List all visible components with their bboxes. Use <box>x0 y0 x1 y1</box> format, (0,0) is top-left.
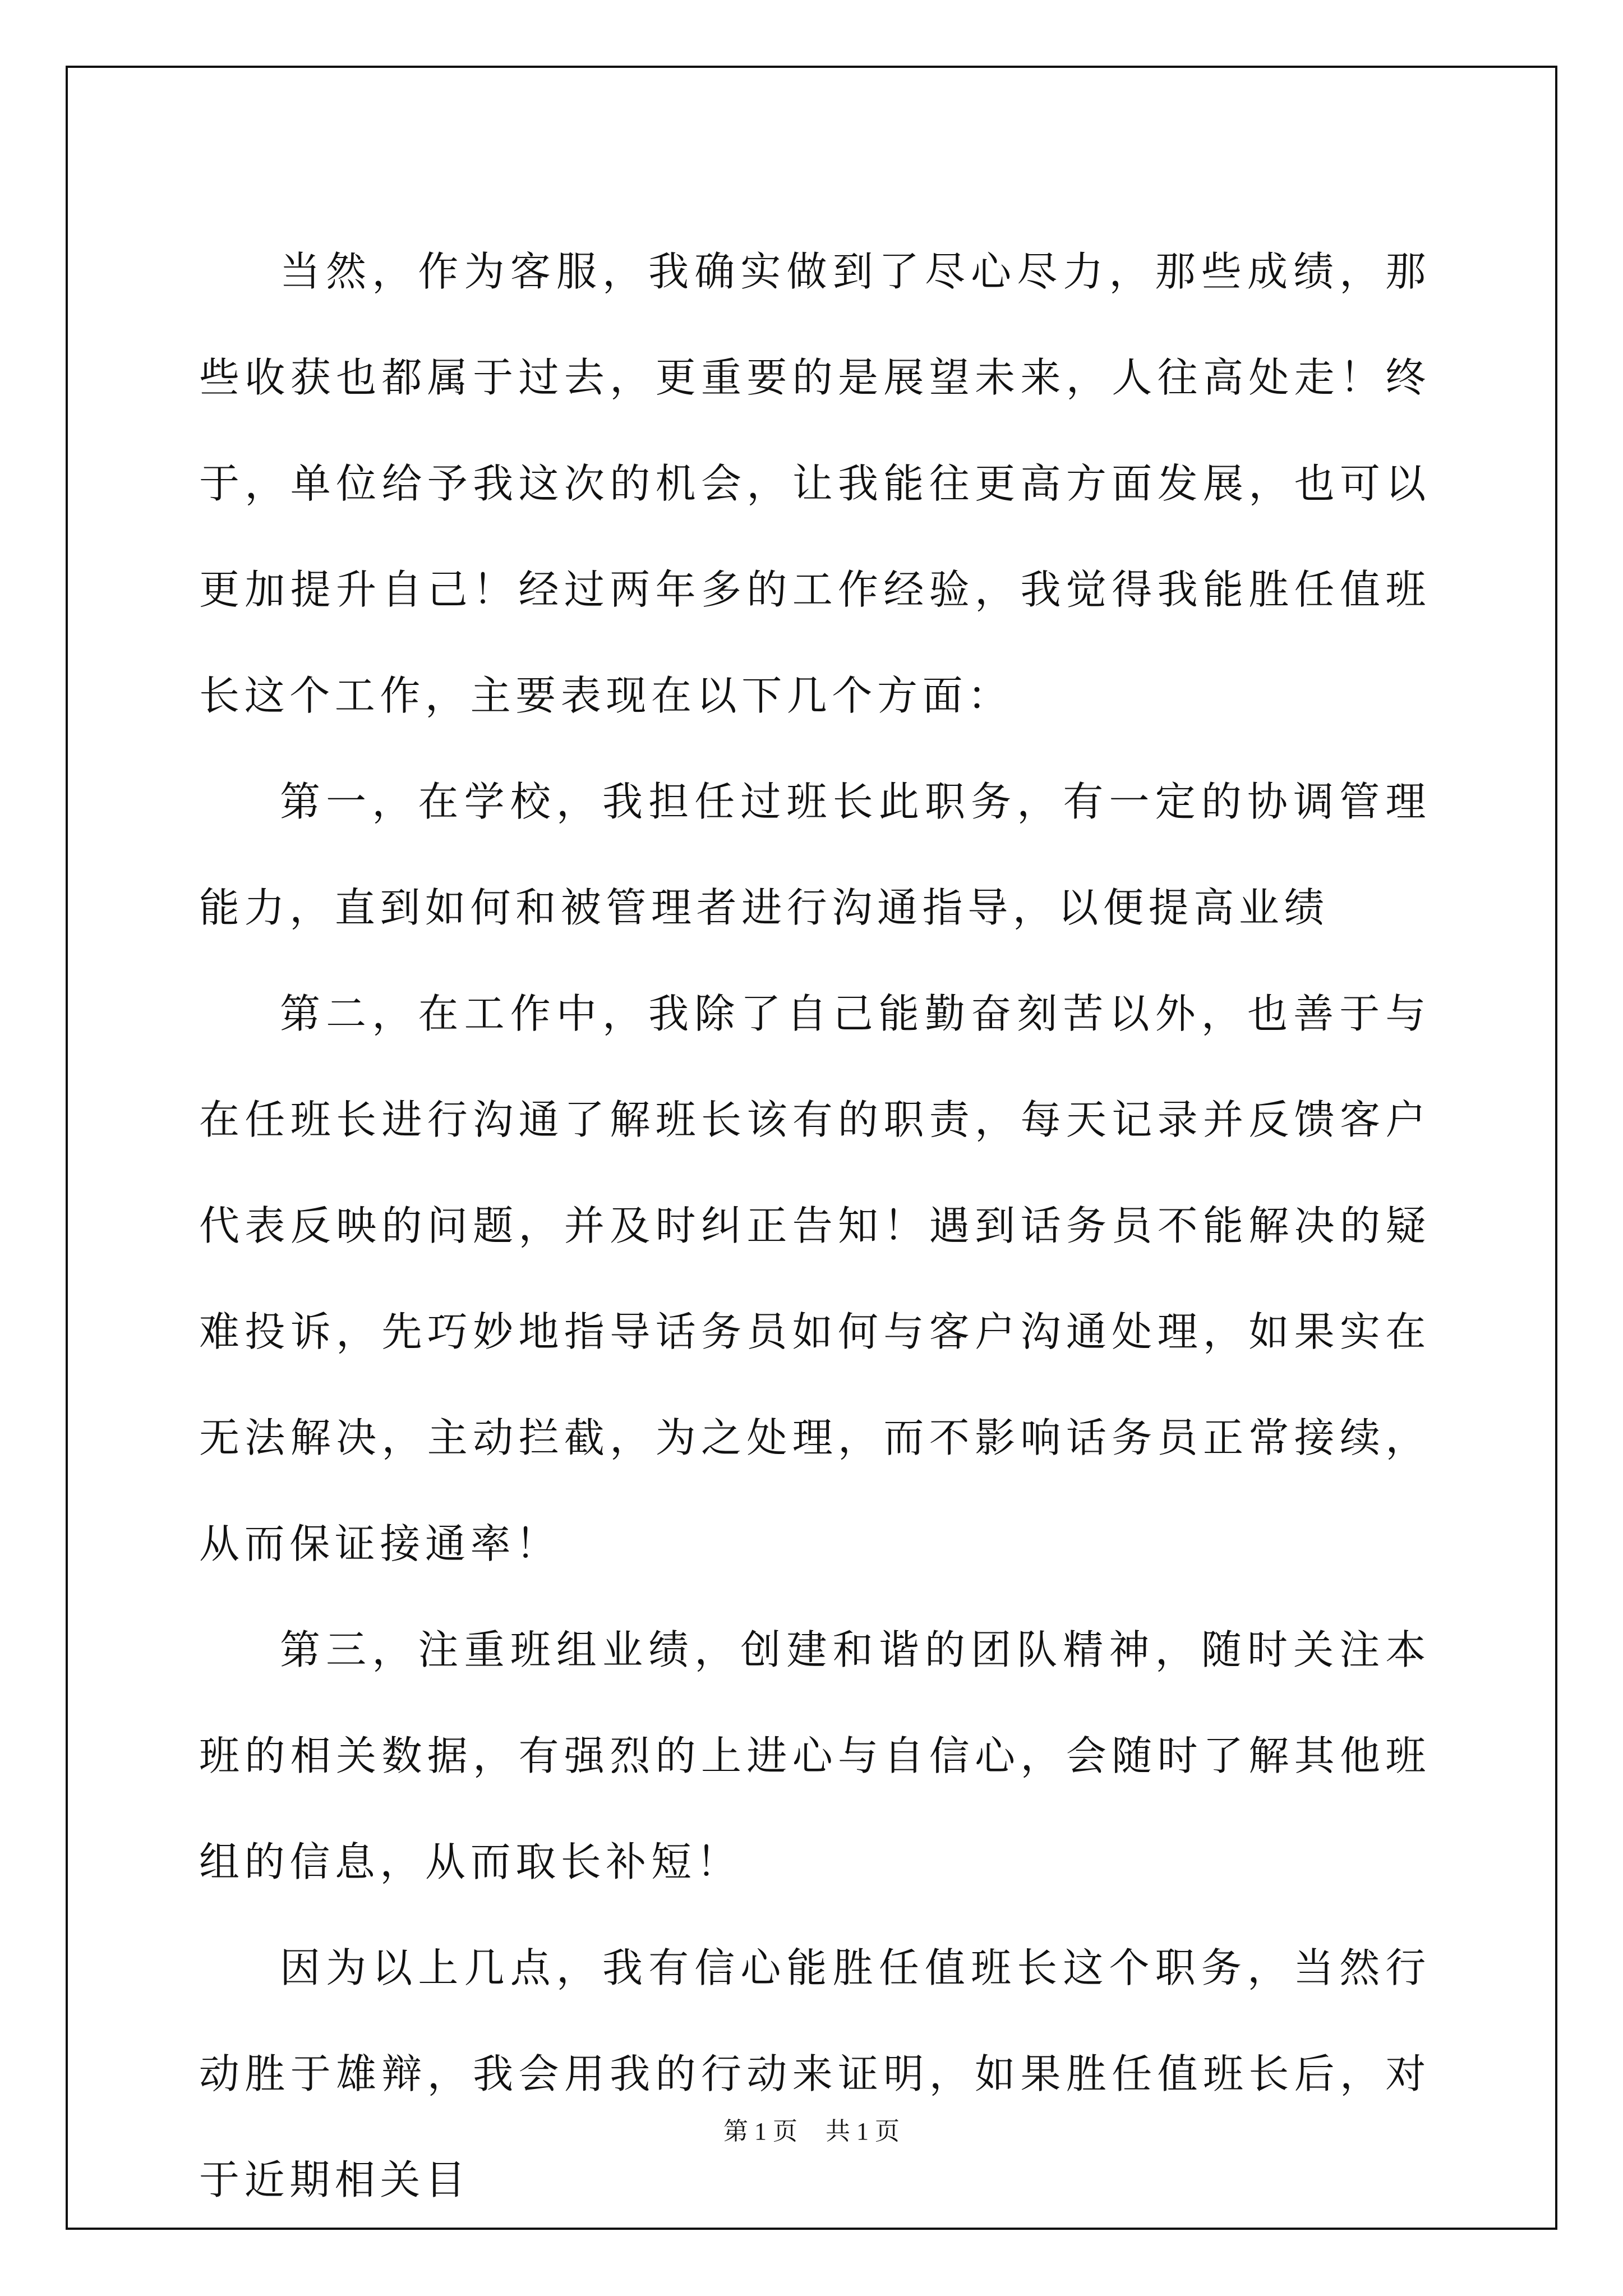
page-number-total: 共 1 页 <box>826 2118 900 2145</box>
paragraph-intro: 当然，作为客服，我确实做到了尽心尽力，那些成绩，那些收获也都属于过去，更重要的是展望未来，人往高处走！终于，单位给予我这次的机会，让我能往更高方面发展，也可以更加提升自己！经过两年多的工作经验，我觉得我能胜任值班长这个工作，主要表现在以下几个方面： <box>199 248 1431 719</box>
paragraph-conclusion: 因为以上几点，我有信心能胜任值班长这个职务，当然行动胜于雄辩，我会用我的行动来证明，如果胜任值班长后，对于近期相关目 <box>199 1944 1431 2203</box>
paragraph-point-two: 第二，在工作中，我除了自己能勤奋刻苦以外，也善于与在任班长进行沟通了解班长该有的职责，每天记录并反馈客户代表反映的问题，并及时纠正告知！遇到话务员不能解决的疑难投诉，先巧妙地指导话务员如何与客户沟通处理，如果实在无法解决，主动拦截，为之处理，而不影响话务员正常接续，从而保证接通率！ <box>199 990 1431 1567</box>
paragraph-point-three: 第三，注重班组业绩，创建和谐的团队精神，随时关注本班的相关数据，有强烈的上进心与自信心，会随时了解其他班组的信息，从而取长补短！ <box>199 1626 1431 1885</box>
page-number-current: 第 1 页 <box>723 2118 797 2145</box>
document-body <box>199 219 1431 2233</box>
page-footer <box>0 2115 1623 2148</box>
paragraph-point-one: 第一，在学校，我担任过班长此职务，有一定的协调管理能力，直到如何和被管理者进行沟通指导，以便提高业绩 <box>199 778 1431 931</box>
